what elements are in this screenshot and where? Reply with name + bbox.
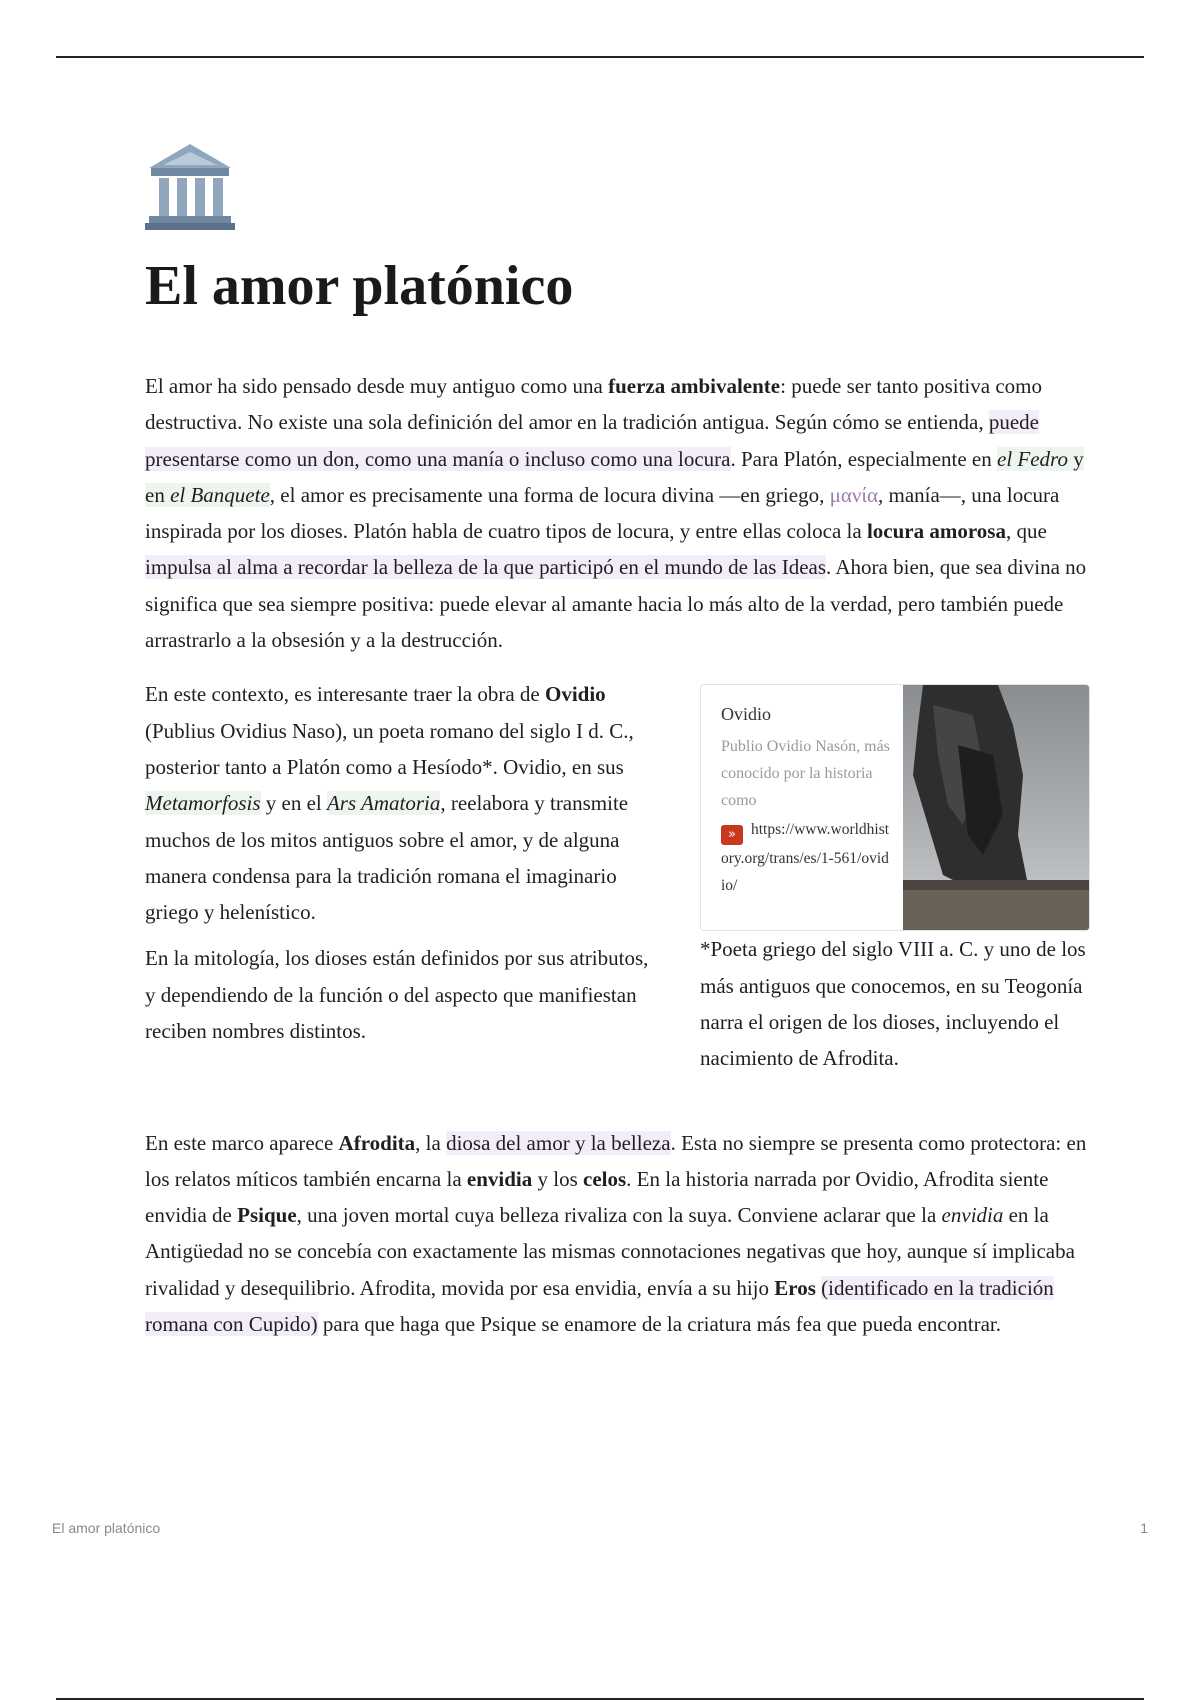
top-rule: [56, 56, 1144, 58]
paragraph-intro: El amor ha sido pensado desde muy antiguo como una fuerza ambivalente: puede ser tanto positiva como destructiva. No existe una sola definición del amor en la tradición antigua. Según cómo se entienda, puede presentarse como un don, como una manía o incluso como una locura. Para Platón, especialmente en el Fedro y en el Banquete, el amor es precisamente una forma de locura divina —en griego, μανία, manía—, una locura inspirada por los dioses. Platón habla de cuatro tipos de locura, y entre ellas coloca la locura amorosa, que impulsa al alma a recordar la belleza de la que participó en el mundo de las Ideas. Ahora bien, que sea divina no significa que sea siempre positiva: puede elevar al amante hacia lo más alto de la verdad, pero también puede arrastrarlo a la obsesión y a la destrucción.: [145, 374, 1087, 653]
paragraph-ovidio: En este contexto, es interesante traer la obra de Ovidio (Publius Ovidius Naso), un poeta romano del siglo I d. C., posterior tanto a Platón como a Hesíodo*. Ovidio, en sus Metamorfosis y en el Ars Amatoria, reelabora y transmite muchos de los mitos antiguos sobre el amor, y de alguna manera condensa para la tradición romana el imaginario griego y helenístico.: [145, 682, 634, 925]
page-footer: [52, 1520, 1148, 1536]
card-url[interactable]: » https://www.worldhistory.org/trans/es/1-561/ovidio/: [721, 821, 890, 895]
paragraph-afrodita: En este marco aparece Afrodita, la diosa del amor y la belleza. Esta no siempre se presenta como protectora: en los relatos míticos también encarna la envidia y los celos. En la historia narrada por Ovidio, Afrodita siente envidia de Psique, una joven mortal cuya belleza rivaliza con la suya. Conviene aclarar que la envidia en la Antigüedad no se concebía con exactamente las mismas connotaciones negativas que hoy, aunque sí implicaba rivalidad y desequilibrio. Afrodita, movida por esa envidia, envía a su hijo Eros (identificado en la tradición romana con Cupido) para que haga que Psique se enamore de la criatura más fea que pueda encontrar.: [145, 1130, 1087, 1337]
highlight: impulsa al alma a recordar la belleza de la que participó en el mundo de las Ideas: [145, 555, 827, 580]
page-title: El amor platónico: [145, 255, 574, 317]
classical-building-icon: [145, 140, 235, 232]
page-number: 1: [1140, 1520, 1148, 1536]
card-title: Ovidio: [721, 704, 772, 725]
card-description: Publio Ovidio Nasón, más conocido por la historia como: [721, 738, 890, 810]
highlight: (identificado en la tradición romana con Cupido): [145, 1275, 1054, 1337]
highlight: puede presentarse como un don, como una manía o incluso como una locura: [145, 410, 1039, 471]
link-preview-card[interactable]: [700, 684, 1090, 931]
document-page: [145, 140, 1090, 1360]
ovid-statue-image: [903, 685, 1089, 930]
footer-title: El amor platónico: [52, 1520, 161, 1536]
greek-term: μανία: [829, 482, 878, 507]
highlight: diosa del amor y la belleza: [446, 1130, 671, 1155]
footnote: *Poeta griego del siglo VIII a. C. y uno de los más antiguos que conocemos, en su Teogonía narra el origen de los dioses, incluyendo el nacimiento de Afrodita.: [700, 937, 1086, 1071]
paragraph-mitologia: En la mitología, los dioses están definidos por sus atributos, y dependiendo de la función o del aspecto que manifiestan reciben nombres distintos.: [145, 946, 649, 1044]
site-favicon-icon: »: [721, 825, 743, 845]
